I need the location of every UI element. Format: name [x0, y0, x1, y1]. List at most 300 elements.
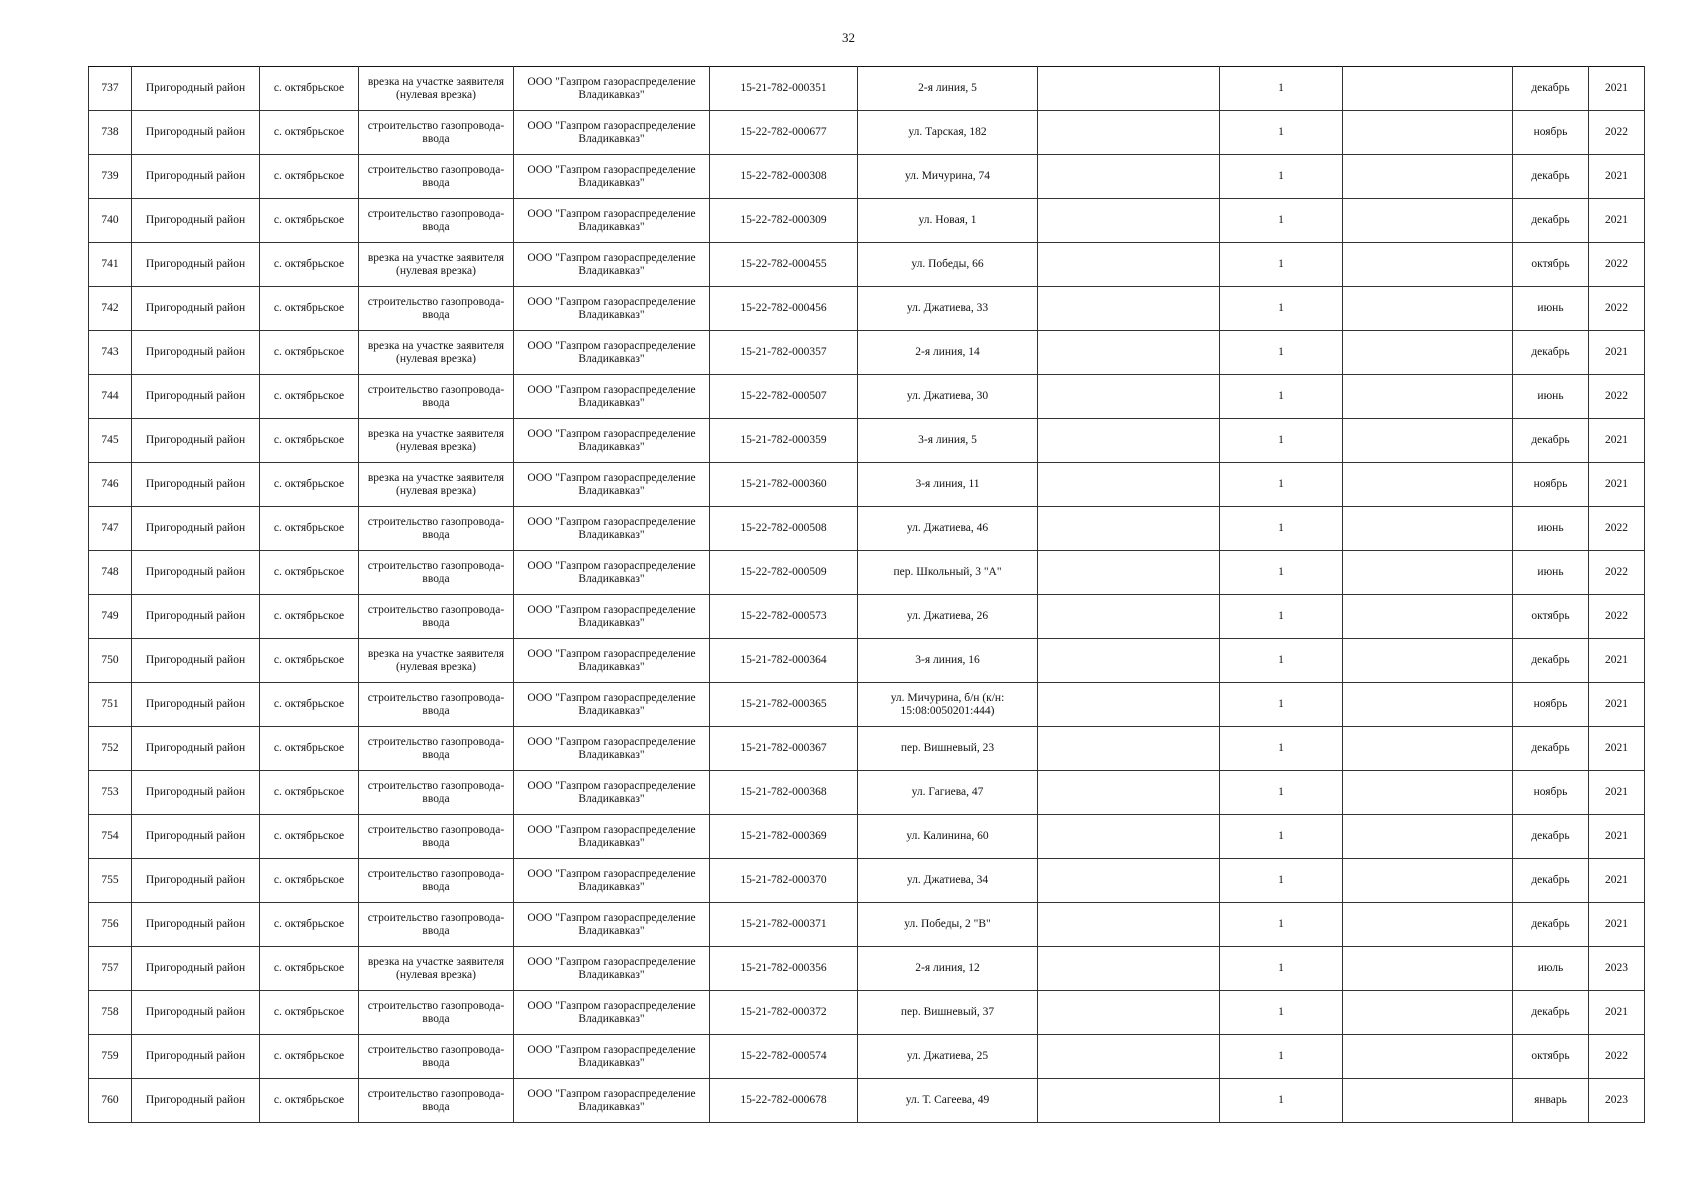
- empty-cell: [1038, 507, 1220, 551]
- district-cell: Пригородный район: [132, 419, 260, 463]
- empty-cell: [1038, 287, 1220, 331]
- organization-cell: ООО "Газпром газораспределение Владикавказ": [514, 771, 710, 815]
- work-type-cell: врезка на участке заявителя (нулевая врезка): [359, 463, 514, 507]
- page-number: 32: [842, 30, 855, 45]
- work-type-cell: врезка на участке заявителя (нулевая врезка): [359, 67, 514, 111]
- address-cell: пер. Вишневый, 37: [858, 991, 1038, 1035]
- district-cell: Пригородный район: [132, 375, 260, 419]
- month-cell: июнь: [1513, 375, 1589, 419]
- count-cell: 1: [1220, 639, 1343, 683]
- table-row: [89, 507, 1645, 551]
- year-cell: 2021: [1589, 155, 1645, 199]
- settlement-cell: с. октябрьское: [260, 771, 359, 815]
- year-cell: 2021: [1589, 199, 1645, 243]
- year-cell: 2022: [1589, 595, 1645, 639]
- row-number-cell: 741: [89, 243, 132, 287]
- contract-number-cell: 15-21-782-000372: [710, 991, 858, 1035]
- count-cell: 1: [1220, 331, 1343, 375]
- month-cell: декабрь: [1513, 419, 1589, 463]
- empty-cell: [1038, 111, 1220, 155]
- district-cell: Пригородный район: [132, 463, 260, 507]
- month-cell: ноябрь: [1513, 463, 1589, 507]
- count-cell: 1: [1220, 727, 1343, 771]
- address-cell: ул. Джатиева, 46: [858, 507, 1038, 551]
- table-row: [89, 155, 1645, 199]
- row-number-cell: 738: [89, 111, 132, 155]
- empty-cell: [1343, 595, 1513, 639]
- empty-cell: [1038, 419, 1220, 463]
- count-cell: 1: [1220, 1035, 1343, 1079]
- settlement-cell: с. октябрьское: [260, 947, 359, 991]
- year-cell: 2021: [1589, 683, 1645, 727]
- address-cell: ул. Джатиева, 25: [858, 1035, 1038, 1079]
- work-type-cell: строительство газопровода-ввода: [359, 595, 514, 639]
- empty-cell: [1343, 859, 1513, 903]
- address-cell: 3-я линия, 16: [858, 639, 1038, 683]
- month-cell: декабрь: [1513, 815, 1589, 859]
- month-cell: декабрь: [1513, 859, 1589, 903]
- settlement-cell: с. октябрьское: [260, 67, 359, 111]
- address-cell: ул. Калинина, 60: [858, 815, 1038, 859]
- address-cell: ул. Т. Сагеева, 49: [858, 1079, 1038, 1123]
- year-cell: 2021: [1589, 331, 1645, 375]
- contract-number-cell: 15-22-782-000573: [710, 595, 858, 639]
- table-row: [89, 331, 1645, 375]
- organization-cell: ООО "Газпром газораспределение Владикавказ": [514, 1035, 710, 1079]
- table-row: [89, 375, 1645, 419]
- contract-number-cell: 15-22-782-000308: [710, 155, 858, 199]
- empty-cell: [1343, 991, 1513, 1035]
- contract-number-cell: 15-22-782-000455: [710, 243, 858, 287]
- empty-cell: [1038, 639, 1220, 683]
- table-row: [89, 111, 1645, 155]
- year-cell: 2022: [1589, 111, 1645, 155]
- count-cell: 1: [1220, 111, 1343, 155]
- row-number-cell: 759: [89, 1035, 132, 1079]
- work-type-cell: строительство газопровода-ввода: [359, 507, 514, 551]
- contract-number-cell: 15-21-782-000369: [710, 815, 858, 859]
- row-number-cell: 750: [89, 639, 132, 683]
- address-cell: 3-я линия, 11: [858, 463, 1038, 507]
- district-cell: Пригородный район: [132, 639, 260, 683]
- empty-cell: [1038, 1035, 1220, 1079]
- work-type-cell: строительство газопровода-ввода: [359, 199, 514, 243]
- table-row: [89, 727, 1645, 771]
- work-type-cell: строительство газопровода-ввода: [359, 859, 514, 903]
- count-cell: 1: [1220, 815, 1343, 859]
- empty-cell: [1343, 639, 1513, 683]
- count-cell: 1: [1220, 463, 1343, 507]
- row-number-cell: 754: [89, 815, 132, 859]
- year-cell: 2021: [1589, 815, 1645, 859]
- contract-number-cell: 15-21-782-000360: [710, 463, 858, 507]
- row-number-cell: 744: [89, 375, 132, 419]
- address-cell: пер. Вишневый, 23: [858, 727, 1038, 771]
- work-type-cell: строительство газопровода-ввода: [359, 683, 514, 727]
- empty-cell: [1038, 595, 1220, 639]
- year-cell: 2021: [1589, 639, 1645, 683]
- empty-cell: [1343, 507, 1513, 551]
- contract-number-cell: 15-21-782-000356: [710, 947, 858, 991]
- work-type-cell: строительство газопровода-ввода: [359, 815, 514, 859]
- contract-number-cell: 15-22-782-000509: [710, 551, 858, 595]
- settlement-cell: с. октябрьское: [260, 991, 359, 1035]
- empty-cell: [1343, 903, 1513, 947]
- empty-cell: [1343, 551, 1513, 595]
- count-cell: 1: [1220, 243, 1343, 287]
- empty-cell: [1343, 419, 1513, 463]
- empty-cell: [1343, 287, 1513, 331]
- row-number-cell: 748: [89, 551, 132, 595]
- district-cell: Пригородный район: [132, 111, 260, 155]
- month-cell: июль: [1513, 947, 1589, 991]
- month-cell: июнь: [1513, 551, 1589, 595]
- address-cell: ул. Победы, 66: [858, 243, 1038, 287]
- settlement-cell: с. октябрьское: [260, 287, 359, 331]
- address-cell: 3-я линия, 5: [858, 419, 1038, 463]
- year-cell: 2021: [1589, 903, 1645, 947]
- month-cell: июнь: [1513, 507, 1589, 551]
- work-type-cell: строительство газопровода-ввода: [359, 287, 514, 331]
- empty-cell: [1343, 463, 1513, 507]
- table-row: [89, 639, 1645, 683]
- count-cell: 1: [1220, 859, 1343, 903]
- organization-cell: ООО "Газпром газораспределение Владикавказ": [514, 507, 710, 551]
- work-type-cell: строительство газопровода-ввода: [359, 991, 514, 1035]
- contract-number-cell: 15-22-782-000507: [710, 375, 858, 419]
- table-row: [89, 551, 1645, 595]
- empty-cell: [1038, 155, 1220, 199]
- row-number-cell: 758: [89, 991, 132, 1035]
- work-type-cell: врезка на участке заявителя (нулевая врезка): [359, 419, 514, 463]
- row-number-cell: 749: [89, 595, 132, 639]
- month-cell: июнь: [1513, 287, 1589, 331]
- address-cell: 2-я линия, 5: [858, 67, 1038, 111]
- table-row: [89, 419, 1645, 463]
- empty-cell: [1038, 859, 1220, 903]
- organization-cell: ООО "Газпром газораспределение Владикавказ": [514, 727, 710, 771]
- work-type-cell: строительство газопровода-ввода: [359, 111, 514, 155]
- empty-cell: [1343, 243, 1513, 287]
- work-type-cell: строительство газопровода-ввода: [359, 375, 514, 419]
- settlement-cell: с. октябрьское: [260, 683, 359, 727]
- count-cell: 1: [1220, 595, 1343, 639]
- settlement-cell: с. октябрьское: [260, 463, 359, 507]
- count-cell: 1: [1220, 199, 1343, 243]
- address-cell: 2-я линия, 14: [858, 331, 1038, 375]
- address-cell: ул. Мичурина, 74: [858, 155, 1038, 199]
- contract-number-cell: 15-21-782-000351: [710, 67, 858, 111]
- table-row: [89, 683, 1645, 727]
- table-row: [89, 991, 1645, 1035]
- month-cell: октябрь: [1513, 595, 1589, 639]
- contract-number-cell: 15-22-782-000574: [710, 1035, 858, 1079]
- row-number-cell: 745: [89, 419, 132, 463]
- organization-cell: ООО "Газпром газораспределение Владикавказ": [514, 815, 710, 859]
- district-cell: Пригородный район: [132, 815, 260, 859]
- district-cell: Пригородный район: [132, 331, 260, 375]
- table-row: [89, 859, 1645, 903]
- year-cell: 2021: [1589, 771, 1645, 815]
- district-cell: Пригородный район: [132, 1035, 260, 1079]
- row-number-cell: 752: [89, 727, 132, 771]
- count-cell: 1: [1220, 375, 1343, 419]
- count-cell: 1: [1220, 287, 1343, 331]
- month-cell: ноябрь: [1513, 111, 1589, 155]
- empty-cell: [1038, 1079, 1220, 1123]
- address-cell: ул. Джатиева, 34: [858, 859, 1038, 903]
- organization-cell: ООО "Газпром газораспределение Владикавказ": [514, 287, 710, 331]
- empty-cell: [1038, 947, 1220, 991]
- count-cell: 1: [1220, 67, 1343, 111]
- contract-number-cell: 15-22-782-000677: [710, 111, 858, 155]
- gasification-table: [88, 66, 1645, 1123]
- district-cell: Пригородный район: [132, 727, 260, 771]
- district-cell: Пригородный район: [132, 551, 260, 595]
- count-cell: 1: [1220, 551, 1343, 595]
- district-cell: Пригородный район: [132, 243, 260, 287]
- settlement-cell: с. октябрьское: [260, 727, 359, 771]
- count-cell: 1: [1220, 419, 1343, 463]
- organization-cell: ООО "Газпром газораспределение Владикавказ": [514, 111, 710, 155]
- empty-cell: [1038, 243, 1220, 287]
- organization-cell: ООО "Газпром газораспределение Владикавказ": [514, 243, 710, 287]
- settlement-cell: с. октябрьское: [260, 903, 359, 947]
- table-row: [89, 903, 1645, 947]
- row-number-cell: 760: [89, 1079, 132, 1123]
- settlement-cell: с. октябрьское: [260, 111, 359, 155]
- settlement-cell: с. октябрьское: [260, 595, 359, 639]
- year-cell: 2021: [1589, 991, 1645, 1035]
- month-cell: октябрь: [1513, 243, 1589, 287]
- organization-cell: ООО "Газпром газораспределение Владикавказ": [514, 155, 710, 199]
- empty-cell: [1343, 771, 1513, 815]
- count-cell: 1: [1220, 991, 1343, 1035]
- month-cell: декабрь: [1513, 727, 1589, 771]
- month-cell: ноябрь: [1513, 771, 1589, 815]
- year-cell: 2022: [1589, 507, 1645, 551]
- row-number-cell: 746: [89, 463, 132, 507]
- table-row: [89, 1035, 1645, 1079]
- contract-number-cell: 15-22-782-000456: [710, 287, 858, 331]
- year-cell: 2022: [1589, 1035, 1645, 1079]
- count-cell: 1: [1220, 903, 1343, 947]
- contract-number-cell: 15-22-782-000309: [710, 199, 858, 243]
- empty-cell: [1343, 331, 1513, 375]
- address-cell: ул. Новая, 1: [858, 199, 1038, 243]
- count-cell: 1: [1220, 155, 1343, 199]
- organization-cell: ООО "Газпром газораспределение Владикавказ": [514, 375, 710, 419]
- district-cell: Пригородный район: [132, 507, 260, 551]
- empty-cell: [1038, 551, 1220, 595]
- district-cell: Пригородный район: [132, 67, 260, 111]
- contract-number-cell: 15-21-782-000359: [710, 419, 858, 463]
- year-cell: 2021: [1589, 463, 1645, 507]
- empty-cell: [1343, 815, 1513, 859]
- address-cell: ул. Гагиева, 47: [858, 771, 1038, 815]
- address-cell: ул. Тарская, 182: [858, 111, 1038, 155]
- table-row: [89, 815, 1645, 859]
- count-cell: 1: [1220, 683, 1343, 727]
- district-cell: Пригородный район: [132, 771, 260, 815]
- organization-cell: ООО "Газпром газораспределение Владикавказ": [514, 1079, 710, 1123]
- organization-cell: ООО "Газпром газораспределение Владикавказ": [514, 859, 710, 903]
- month-cell: октябрь: [1513, 1035, 1589, 1079]
- contract-number-cell: 15-21-782-000364: [710, 639, 858, 683]
- empty-cell: [1343, 375, 1513, 419]
- address-cell: ул. Джатиева, 30: [858, 375, 1038, 419]
- empty-cell: [1343, 947, 1513, 991]
- count-cell: 1: [1220, 1079, 1343, 1123]
- settlement-cell: с. октябрьское: [260, 419, 359, 463]
- month-cell: январь: [1513, 1079, 1589, 1123]
- organization-cell: ООО "Газпром газораспределение Владикавказ": [514, 683, 710, 727]
- table-row: [89, 463, 1645, 507]
- table-row: [89, 243, 1645, 287]
- contract-number-cell: 15-21-782-000357: [710, 331, 858, 375]
- row-number-cell: 743: [89, 331, 132, 375]
- month-cell: ноябрь: [1513, 683, 1589, 727]
- settlement-cell: с. октябрьское: [260, 507, 359, 551]
- month-cell: декабрь: [1513, 331, 1589, 375]
- work-type-cell: строительство газопровода-ввода: [359, 1079, 514, 1123]
- address-cell: пер. Школьный, 3 "А": [858, 551, 1038, 595]
- settlement-cell: с. октябрьское: [260, 1079, 359, 1123]
- address-cell: 2-я линия, 12: [858, 947, 1038, 991]
- district-cell: Пригородный район: [132, 859, 260, 903]
- empty-cell: [1343, 683, 1513, 727]
- empty-cell: [1038, 727, 1220, 771]
- row-number-cell: 751: [89, 683, 132, 727]
- empty-cell: [1038, 815, 1220, 859]
- organization-cell: ООО "Газпром газораспределение Владикавказ": [514, 419, 710, 463]
- organization-cell: ООО "Газпром газораспределение Владикавказ": [514, 199, 710, 243]
- table-row: [89, 287, 1645, 331]
- organization-cell: ООО "Газпром газораспределение Владикавказ": [514, 551, 710, 595]
- work-type-cell: строительство газопровода-ввода: [359, 727, 514, 771]
- settlement-cell: с. октябрьское: [260, 815, 359, 859]
- organization-cell: ООО "Газпром газораспределение Владикавказ": [514, 463, 710, 507]
- table-row: [89, 67, 1645, 111]
- year-cell: 2022: [1589, 551, 1645, 595]
- contract-number-cell: 15-21-782-000367: [710, 727, 858, 771]
- organization-cell: ООО "Газпром газораспределение Владикавказ": [514, 991, 710, 1035]
- work-type-cell: строительство газопровода-ввода: [359, 1035, 514, 1079]
- address-cell: ул. Победы, 2 "В": [858, 903, 1038, 947]
- count-cell: 1: [1220, 947, 1343, 991]
- district-cell: Пригородный район: [132, 1079, 260, 1123]
- empty-cell: [1343, 111, 1513, 155]
- work-type-cell: строительство газопровода-ввода: [359, 551, 514, 595]
- month-cell: декабрь: [1513, 199, 1589, 243]
- work-type-cell: строительство газопровода-ввода: [359, 771, 514, 815]
- organization-cell: ООО "Газпром газораспределение Владикавказ": [514, 595, 710, 639]
- table-row: [89, 199, 1645, 243]
- settlement-cell: с. октябрьское: [260, 243, 359, 287]
- work-type-cell: строительство газопровода-ввода: [359, 155, 514, 199]
- address-cell: ул. Джатиева, 26: [858, 595, 1038, 639]
- address-cell: ул. Джатиева, 33: [858, 287, 1038, 331]
- empty-cell: [1038, 67, 1220, 111]
- organization-cell: ООО "Газпром газораспределение Владикавказ": [514, 67, 710, 111]
- table-row: [89, 1079, 1645, 1123]
- year-cell: 2021: [1589, 67, 1645, 111]
- contract-number-cell: 15-22-782-000508: [710, 507, 858, 551]
- empty-cell: [1038, 199, 1220, 243]
- organization-cell: ООО "Газпром газораспределение Владикавказ": [514, 903, 710, 947]
- table-body: [89, 67, 1645, 1123]
- organization-cell: ООО "Газпром газораспределение Владикавказ": [514, 331, 710, 375]
- organization-cell: ООО "Газпром газораспределение Владикавказ": [514, 639, 710, 683]
- settlement-cell: с. октябрьское: [260, 199, 359, 243]
- empty-cell: [1343, 155, 1513, 199]
- month-cell: декабрь: [1513, 639, 1589, 683]
- row-number-cell: 737: [89, 67, 132, 111]
- year-cell: 2022: [1589, 375, 1645, 419]
- empty-cell: [1038, 463, 1220, 507]
- contract-number-cell: 15-21-782-000368: [710, 771, 858, 815]
- contract-number-cell: 15-22-782-000678: [710, 1079, 858, 1123]
- district-cell: Пригородный район: [132, 287, 260, 331]
- table-row: [89, 595, 1645, 639]
- row-number-cell: 747: [89, 507, 132, 551]
- row-number-cell: 739: [89, 155, 132, 199]
- row-number-cell: 757: [89, 947, 132, 991]
- work-type-cell: врезка на участке заявителя (нулевая врезка): [359, 331, 514, 375]
- work-type-cell: строительство газопровода-ввода: [359, 903, 514, 947]
- month-cell: декабрь: [1513, 155, 1589, 199]
- table-row: [89, 947, 1645, 991]
- empty-cell: [1038, 903, 1220, 947]
- empty-cell: [1343, 1079, 1513, 1123]
- settlement-cell: с. октябрьское: [260, 331, 359, 375]
- month-cell: декабрь: [1513, 903, 1589, 947]
- table-row: [89, 771, 1645, 815]
- work-type-cell: врезка на участке заявителя (нулевая врезка): [359, 639, 514, 683]
- settlement-cell: с. октябрьское: [260, 639, 359, 683]
- year-cell: 2021: [1589, 859, 1645, 903]
- district-cell: Пригородный район: [132, 199, 260, 243]
- month-cell: декабрь: [1513, 67, 1589, 111]
- settlement-cell: с. октябрьское: [260, 375, 359, 419]
- empty-cell: [1038, 331, 1220, 375]
- settlement-cell: с. октябрьское: [260, 859, 359, 903]
- organization-cell: ООО "Газпром газораспределение Владикавказ": [514, 947, 710, 991]
- district-cell: Пригородный район: [132, 947, 260, 991]
- settlement-cell: с. октябрьское: [260, 155, 359, 199]
- year-cell: 2021: [1589, 727, 1645, 771]
- empty-cell: [1038, 683, 1220, 727]
- address-cell: ул. Мичурина, б/н (к/н: 15:08:0050201:444): [858, 683, 1038, 727]
- settlement-cell: с. октябрьское: [260, 1035, 359, 1079]
- row-number-cell: 753: [89, 771, 132, 815]
- district-cell: Пригородный район: [132, 155, 260, 199]
- empty-cell: [1343, 1035, 1513, 1079]
- count-cell: 1: [1220, 507, 1343, 551]
- empty-cell: [1038, 771, 1220, 815]
- district-cell: Пригородный район: [132, 903, 260, 947]
- district-cell: Пригородный район: [132, 683, 260, 727]
- contract-number-cell: 15-21-782-000365: [710, 683, 858, 727]
- empty-cell: [1343, 67, 1513, 111]
- year-cell: 2021: [1589, 419, 1645, 463]
- row-number-cell: 742: [89, 287, 132, 331]
- row-number-cell: 740: [89, 199, 132, 243]
- work-type-cell: врезка на участке заявителя (нулевая врезка): [359, 243, 514, 287]
- row-number-cell: 755: [89, 859, 132, 903]
- month-cell: декабрь: [1513, 991, 1589, 1035]
- empty-cell: [1038, 991, 1220, 1035]
